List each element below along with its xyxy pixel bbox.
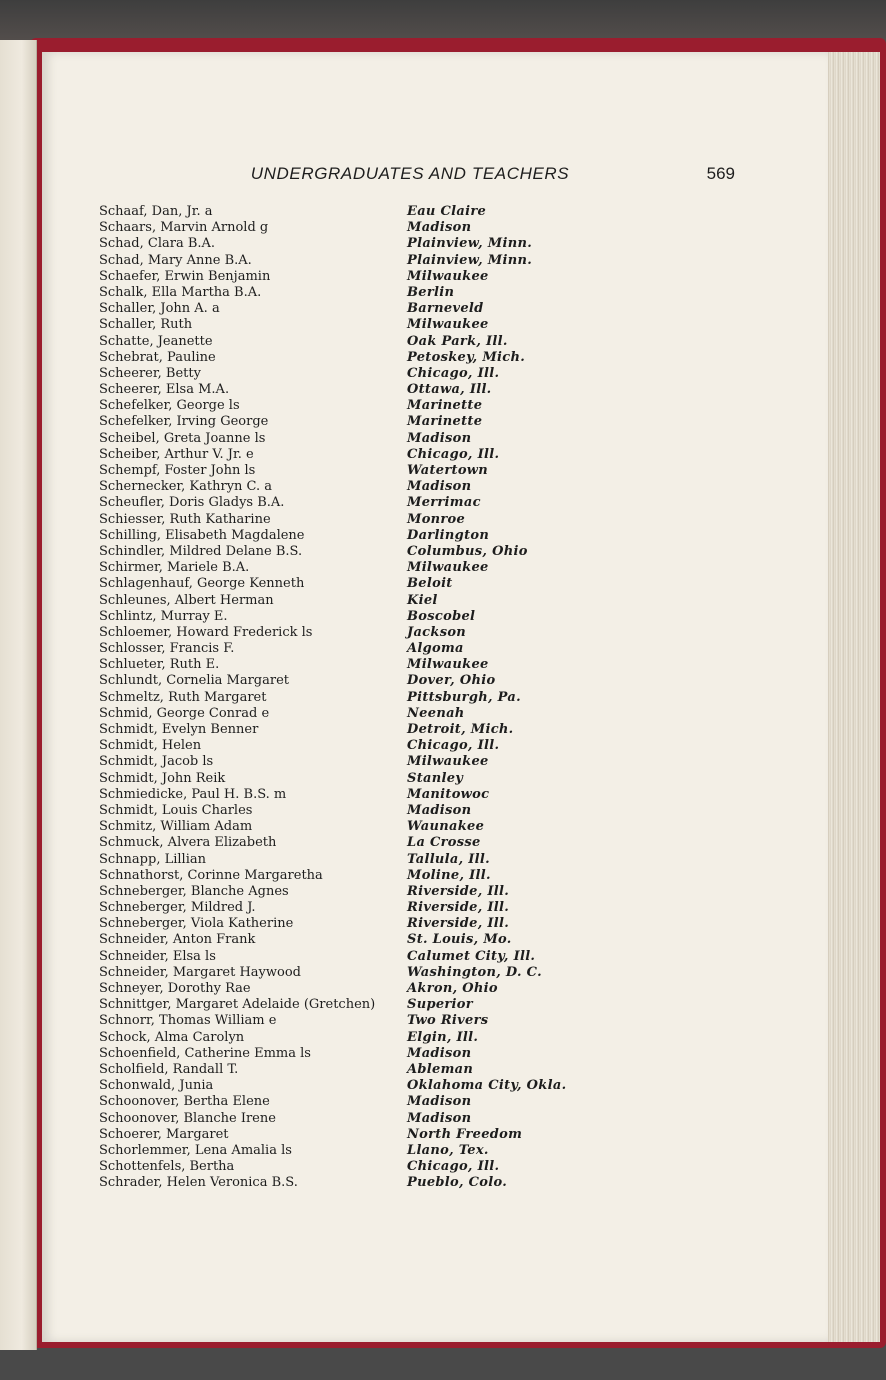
list-item [97, 220, 737, 236]
list-item [97, 641, 737, 657]
entry-place: Milwaukee [407, 268, 489, 284]
entry-name: Schmidt, Jacob ls [99, 754, 214, 770]
entry-place: Marinette [407, 414, 483, 430]
list-item [97, 317, 737, 333]
list-item [97, 447, 737, 463]
list-item [97, 382, 737, 398]
entry-name: Schleunes, Albert Herman [99, 592, 274, 608]
entry-name: Schneberger, Mildred J. [99, 900, 256, 916]
entry-name: Schorlemmer, Lena Amalia ls [99, 1142, 292, 1158]
entry-name: Schatte, Jeanette [99, 333, 213, 349]
entry-name: Schad, Mary Anne B.A. [99, 252, 252, 268]
entry-place: Madison [407, 430, 472, 446]
entry-place: Merrimac [407, 495, 481, 511]
entry-place: Ableman [407, 1061, 474, 1077]
left-page-edge [0, 40, 37, 1350]
running-header: UNDERGRADUATES AND TEACHERS [250, 164, 570, 183]
list-item [97, 1046, 737, 1062]
list-item [97, 949, 737, 965]
entry-place: Ottawa, Ill. [407, 382, 492, 398]
list-item [97, 495, 737, 511]
list-item [97, 1062, 737, 1078]
list-item [97, 398, 737, 414]
entry-place: St. Louis, Mo. [407, 932, 512, 948]
list-item [97, 706, 737, 722]
list-item [97, 1143, 737, 1159]
list-item [97, 981, 737, 997]
list-item [97, 350, 737, 366]
entry-name: Scheufler, Doris Gladys B.A. [99, 495, 285, 511]
list-item [97, 609, 737, 625]
entry-name: Schaller, John A. a [99, 301, 220, 317]
entry-place: Milwaukee [407, 317, 489, 333]
entry-name: Schmuck, Alvera Elizabeth [99, 835, 277, 851]
entry-place: Detroit, Mich. [407, 722, 514, 737]
list-item [97, 1159, 737, 1175]
entry-place: Plainview, Minn. [407, 236, 533, 252]
list-item [97, 754, 737, 770]
list-item [97, 269, 737, 285]
entry-place: Moline, Ill. [407, 867, 491, 883]
entry-name: Schernecker, Kathryn C. a [99, 479, 273, 495]
entry-name: Scheibel, Greta Joanne ls [99, 430, 266, 446]
list-item [97, 512, 737, 528]
list-item [97, 657, 737, 673]
list-item [97, 334, 737, 350]
entry-name: Schnorr, Thomas William e [99, 1013, 277, 1029]
list-item [97, 544, 737, 560]
entry-name: Schlundt, Cornelia Margaret [99, 673, 290, 689]
list-item [97, 301, 737, 317]
entry-place: North Freedom [407, 1126, 523, 1142]
entry-place: Madison [407, 802, 472, 818]
entry-name: Schock, Alma Carolyn [99, 1029, 245, 1045]
list-item [97, 204, 737, 220]
directory-list [97, 204, 737, 1191]
entry-name: Schiesser, Ruth Katharine [99, 511, 271, 527]
entry-name: Schneberger, Blanche Agnes [99, 883, 289, 899]
entry-place: Watertown [407, 463, 489, 478]
list-item [97, 236, 737, 252]
entry-place: Two Rivers [407, 1013, 489, 1029]
entry-place: Chicago, Ill. [407, 1159, 500, 1175]
entry-place: Riverside, Ill. [407, 883, 510, 899]
entry-place: Milwaukee [407, 754, 489, 770]
list-item [97, 673, 737, 689]
entry-place: Milwaukee [407, 657, 489, 673]
entry-name: Schirmer, Mariele B.A. [99, 560, 250, 576]
entry-place: Monroe [407, 511, 466, 527]
list-item [97, 868, 737, 884]
entry-name: Schmidt, Louis Charles [99, 802, 253, 818]
entry-name: Schrader, Helen Veronica B.S. [99, 1175, 298, 1191]
list-item [97, 593, 737, 609]
list-item [97, 884, 737, 900]
list-item [97, 431, 737, 447]
entry-name: Schefelker, Irving George [99, 414, 269, 430]
list-item [97, 253, 737, 269]
list-item [97, 916, 737, 932]
entry-name: Scheiber, Arthur V. Jr. e [99, 446, 254, 462]
list-item [97, 1127, 737, 1143]
entry-name: Schaars, Marvin Arnold g [99, 220, 269, 236]
entry-name: Schmiedicke, Paul H. B.S. m [99, 786, 287, 802]
entry-name: Schoenfield, Catherine Emma ls [99, 1045, 311, 1061]
entry-place: Milwaukee [407, 560, 489, 576]
entry-place: La Crosse [407, 835, 481, 851]
entry-name: Scholfield, Randall T. [99, 1061, 239, 1077]
entry-place: Pueblo, Colo. [407, 1175, 508, 1191]
list-item [97, 835, 737, 851]
entry-name: Schneyer, Dorothy Rae [99, 981, 251, 996]
list-item [97, 1175, 737, 1191]
list-item [97, 965, 737, 981]
list-item [97, 997, 737, 1013]
entry-name: Schlueter, Ruth E. [99, 657, 220, 673]
entry-name: Scheerer, Betty [99, 365, 201, 381]
entry-name: Schlintz, Murray E. [99, 608, 228, 624]
entry-place: Superior [407, 997, 473, 1013]
entry-name: Schefelker, George ls [99, 398, 240, 414]
list-item [97, 932, 737, 948]
entry-place: Elgin, Ill. [407, 1029, 479, 1045]
list-item [97, 738, 737, 754]
entry-place: Chicago, Ill. [407, 365, 500, 381]
entry-name: Schaller, Ruth [99, 317, 193, 333]
list-item [97, 819, 737, 835]
list-item [97, 463, 737, 479]
entry-place: Columbus, Ohio [407, 543, 528, 559]
entry-name: Schalk, Ella Martha B.A. [99, 284, 262, 300]
entry-place: Manitowoc [407, 786, 490, 802]
entry-name: Schneider, Elsa ls [99, 948, 216, 964]
entry-name: Schmid, George Conrad e [99, 705, 270, 721]
entry-place: Neenah [407, 705, 465, 721]
entry-place: Jackson [407, 624, 467, 640]
entry-name: Schmeltz, Ruth Margaret [99, 689, 267, 705]
entry-place: Madison [407, 1045, 472, 1061]
list-item [97, 722, 737, 738]
entry-place: Barneveld [407, 301, 484, 317]
entry-place: Washington, D. C. [407, 964, 542, 980]
list-item [97, 852, 737, 868]
list-item [97, 366, 737, 382]
entry-place: Algoma [407, 641, 464, 657]
entry-name: Schaefer, Erwin Benjamin [99, 268, 271, 284]
entry-place: Llano, Tex. [407, 1142, 489, 1158]
list-item [97, 1078, 737, 1094]
page-stack-edge [820, 52, 880, 1342]
entry-name: Schaaf, Dan, Jr. a [99, 204, 213, 219]
entry-place: Oklahoma City, Okla. [407, 1078, 567, 1094]
entry-name: Schoerer, Margaret [99, 1126, 229, 1142]
list-item [97, 479, 737, 495]
entry-place: Madison [407, 220, 472, 236]
list-item [97, 803, 737, 819]
entry-place: Beloit [407, 576, 453, 592]
entry-place: Boscobel [407, 608, 476, 624]
list-item [97, 771, 737, 787]
entry-name: Schloemer, Howard Frederick ls [99, 624, 313, 640]
entry-place: Dover, Ohio [407, 673, 496, 689]
entry-place: Stanley [407, 770, 464, 786]
entry-place: Plainview, Minn. [407, 252, 533, 268]
entry-name: Schneider, Anton Frank [99, 932, 256, 948]
list-item [97, 900, 737, 916]
entry-name: Schneider, Margaret Haywood [99, 964, 301, 980]
entry-name: Schonwald, Junia [99, 1078, 214, 1094]
entry-place: Madison [407, 1110, 472, 1126]
entry-place: Tallula, Ill. [407, 851, 490, 867]
entry-place: Chicago, Ill. [407, 446, 500, 462]
entry-name: Schottenfels, Bertha [99, 1159, 235, 1175]
list-item [97, 787, 737, 803]
entry-place: Madison [407, 1094, 472, 1110]
list-item [97, 560, 737, 576]
entry-place: Petoskey, Mich. [407, 349, 526, 365]
entry-place: Waunakee [407, 819, 485, 835]
list-item [97, 285, 737, 301]
entry-place: Riverside, Ill. [407, 900, 510, 916]
entry-name: Schlosser, Francis F. [99, 641, 235, 657]
list-item [97, 576, 737, 592]
list-item [97, 690, 737, 706]
entry-name: Schoonover, Bertha Elene [99, 1094, 270, 1110]
list-item [97, 1030, 737, 1046]
entry-name: Schilling, Elisabeth Magdalene [99, 527, 305, 543]
background-bottom [0, 1350, 886, 1380]
entry-name: Schnathorst, Corinne Margaretha [99, 867, 323, 883]
entry-place: Berlin [407, 284, 455, 300]
list-item [97, 1094, 737, 1110]
entry-place: Akron, Ohio [407, 981, 498, 996]
entry-name: Schindler, Mildred Delane B.S. [99, 543, 303, 559]
entry-place: Calumet City, Ill. [407, 948, 536, 964]
entry-name: Schoonover, Blanche Irene [99, 1110, 276, 1126]
entry-name: Schmidt, Helen [99, 738, 202, 754]
page-number: 569 [706, 164, 735, 183]
entry-place: Oak Park, Ill. [407, 333, 508, 349]
entry-place: Pittsburgh, Pa. [407, 689, 521, 705]
entry-name: Schneberger, Viola Katherine [99, 916, 294, 932]
entry-name: Schempf, Foster John ls [99, 463, 256, 478]
entry-place: Eau Claire [407, 204, 487, 219]
entry-name: Schmidt, John Reik [99, 770, 226, 786]
entry-name: Schad, Clara B.A. [99, 236, 216, 252]
entry-place: Darlington [407, 527, 490, 543]
list-item [97, 528, 737, 544]
entry-place: Riverside, Ill. [407, 916, 510, 932]
entry-name: Schlagenhauf, George Kenneth [99, 576, 305, 592]
entry-name: Schebrat, Pauline [99, 349, 216, 365]
entry-place: Chicago, Ill. [407, 738, 500, 754]
entry-place: Marinette [407, 398, 483, 414]
list-item [97, 1013, 737, 1029]
entry-name: Schnapp, Lillian [99, 851, 206, 867]
entry-place: Madison [407, 479, 472, 495]
entry-place: Kiel [407, 592, 438, 608]
entry-name: Schmidt, Evelyn Benner [99, 722, 259, 737]
entry-name: Scheerer, Elsa M.A. [99, 382, 230, 398]
list-item [97, 625, 737, 641]
list-item [97, 414, 737, 430]
entry-name: Schnittger, Margaret Adelaide (Gretchen) [99, 997, 376, 1013]
list-item [97, 1111, 737, 1127]
entry-name: Schmitz, William Adam [99, 819, 253, 835]
